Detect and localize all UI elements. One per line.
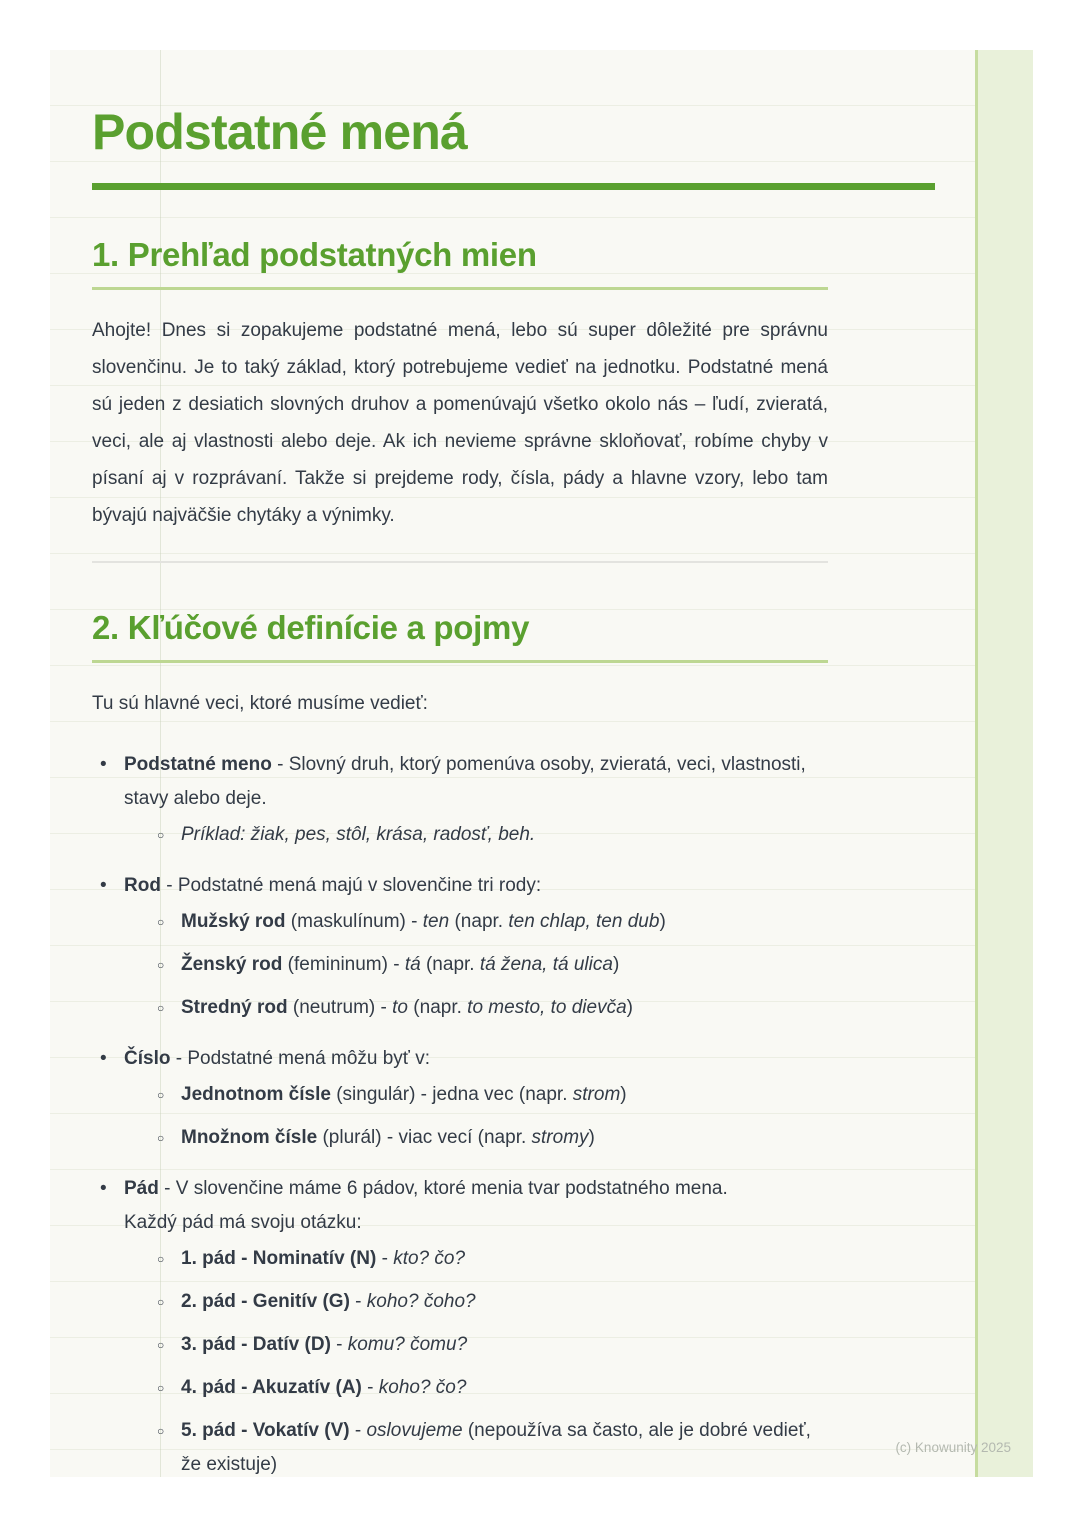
plain-text: - Podstatné mená majú v slovenčine tri rody:: [160, 874, 542, 896]
list-item-text: [124, 1042, 836, 1156]
plain-text: -: [361, 1376, 379, 1398]
list-item-case: [100, 1172, 836, 1477]
plain-text: ): [659, 910, 666, 932]
list-item-text: [124, 748, 836, 853]
section1-paragraph: Ahojte! Dnes si zopakujeme podstatné mená, lebo sú super dôležité pre správnu slovenčinu. Je to taký základ, ktorý potrebujeme vedieť na jednotku. Podstatné mená sú jeden z desiatich slovných druhov a pomenúvajú všetko okolo nás – ľudí, zvieratá, veci, ale aj vlastnosti alebo deje. Ak ich nevieme správne skloňovať, robíme chyby v písaní aj v rozprávaní. Takže si prejdeme rody, čísla, pády a hlavne vzory, lebo tam bývajú najväčšie chytáky a výnimky.: [92, 319, 828, 526]
sub-list: [157, 1078, 836, 1156]
plain-text: -: [330, 1333, 348, 1355]
plain-text: (plurál) - viac vecí (napr.: [317, 1126, 532, 1148]
examples-text: to mesto, to dievča: [467, 996, 627, 1018]
circle-bullet-icon: [157, 1328, 181, 1363]
circle-bullet-icon: [157, 1242, 181, 1277]
example-text: stromy: [531, 1126, 589, 1148]
plain-text: (femininum) -: [282, 953, 405, 975]
bullet-icon: [100, 1172, 124, 1206]
sub-item-text: [181, 905, 836, 939]
circle-bullet-icon: [157, 1371, 181, 1406]
term-text: 2. pád - Genitív (G): [181, 1290, 350, 1312]
section1-heading: 1. Prehľad podstatných mien: [92, 236, 537, 273]
list-item-text: [124, 1172, 836, 1477]
plain-text: - V slovenčine máme 6 pádov, ktoré menia tvar podstatného mena.: [158, 1177, 728, 1199]
plain-text: - Podstatné mená môžu byť v:: [170, 1047, 430, 1069]
page-title: Podstatné mená: [92, 104, 468, 160]
question-text: kto? čo?: [393, 1247, 466, 1269]
title-divider: [92, 183, 935, 190]
term-text: Jednotnom čísle: [181, 1083, 331, 1105]
section2-heading: 2. Kľúčové definície a pojmy: [92, 608, 530, 646]
bullet-icon: [100, 1042, 124, 1076]
question-text: oslovujeme: [366, 1419, 463, 1441]
sub-list-item-nominative: [157, 1242, 836, 1277]
list-item-gender: [100, 869, 836, 1026]
list-item-noun: [100, 748, 836, 853]
question-text: koho? čo?: [378, 1376, 467, 1398]
sub-item-text: [181, 1121, 836, 1155]
sub-list: [157, 905, 836, 1026]
examples-text: ten chlap, ten dub: [508, 910, 660, 932]
sub-list-item-neuter: [157, 991, 836, 1026]
sub-list-item-feminine: [157, 948, 836, 983]
term-text: 1. pád - Nominatív (N): [181, 1247, 377, 1269]
circle-bullet-icon: [157, 1121, 181, 1156]
bullet-icon: [100, 748, 124, 782]
section-separator: [92, 561, 828, 563]
sub-item-text: [181, 948, 836, 982]
sub-list: [157, 1242, 836, 1477]
pronoun-text: tá: [404, 953, 421, 975]
pronoun-text: ten: [422, 910, 450, 932]
sub-item-text: [181, 1242, 836, 1276]
bullet-icon: [100, 869, 124, 903]
definitions-list: [92, 748, 836, 1477]
plain-text: ): [588, 1126, 595, 1148]
list-item-text: [124, 869, 836, 1026]
sub-list-item-example: [157, 818, 836, 853]
plain-text: -: [349, 1290, 367, 1312]
sub-list-item-singular: [157, 1078, 836, 1113]
example-label-text: Príklad: [181, 823, 241, 845]
watermark: (c) Knowunity 2025: [895, 1440, 1011, 1455]
circle-bullet-icon: [157, 1414, 181, 1449]
pronoun-text: to: [392, 996, 409, 1018]
term-text: Množnom čísle: [181, 1126, 318, 1148]
sub-list-item-plural: [157, 1121, 836, 1156]
example-text: : žiak, pes, stôl, krása, radosť, beh.: [240, 823, 536, 845]
notes-page: [50, 50, 1033, 1477]
term-text: Stredný rod: [181, 996, 288, 1018]
sub-item-text: [181, 818, 836, 852]
examples-text: tá žena, tá ulica: [479, 953, 613, 975]
plain-text: ): [612, 953, 620, 975]
plain-text: -: [349, 1419, 367, 1441]
plain-text: (nepoužíva sa často, ale je dobré vedieť, že existuje): [181, 1419, 811, 1475]
term-text: Pád: [124, 1177, 159, 1199]
question-text: komu? čomu?: [347, 1333, 468, 1355]
circle-bullet-icon: [157, 1285, 181, 1320]
circle-bullet-icon: [157, 905, 181, 940]
term-text: Rod: [124, 874, 161, 896]
sub-list-item-vocative: [157, 1414, 836, 1477]
sub-list: [157, 818, 836, 853]
plain-text: -: [376, 1247, 394, 1269]
section2-intro: Tu sú hlavné veci, ktoré musíme vedieť:: [92, 692, 428, 714]
question-text: koho? čoho?: [366, 1290, 476, 1312]
sub-list-item-masculine: [157, 905, 836, 940]
page-edge-stripe: [975, 50, 1033, 1477]
term-text: Mužský rod: [181, 910, 286, 932]
plain-text: (singulár) - jedna vec (napr.: [330, 1083, 573, 1105]
term-text: 4. pád - Akuzatív (A): [181, 1376, 362, 1398]
sub-list-item-accusative: [157, 1371, 836, 1406]
plain-text: (napr.: [420, 953, 480, 975]
section2-heading-underline: [92, 660, 828, 663]
sub-item-text: [181, 1371, 836, 1405]
circle-bullet-icon: [157, 1078, 181, 1113]
sub-item-text: [181, 991, 836, 1025]
circle-bullet-icon: [157, 818, 181, 853]
circle-bullet-icon: [157, 991, 181, 1026]
plain-text: (maskulínum) -: [285, 910, 423, 932]
sub-list-item-genitive: [157, 1285, 836, 1320]
term-text: 5. pád - Vokatív (V): [181, 1419, 350, 1441]
plain-text: (napr.: [449, 910, 509, 932]
term-text: Ženský rod: [181, 953, 283, 975]
example-text: strom: [572, 1083, 621, 1105]
term-text: Podstatné meno: [124, 753, 272, 775]
plain-text: - Slovný druh, ktorý pomenúva osoby, zvieratá, veci, vlastnosti, stavy alebo deje.: [124, 753, 806, 809]
plain-text: (neutrum) -: [287, 996, 393, 1018]
sub-item-text: [181, 1078, 836, 1112]
sub-list-item-dative: [157, 1328, 836, 1363]
circle-bullet-icon: [157, 948, 181, 983]
sub-item-text: [181, 1285, 836, 1319]
list-item-number: [100, 1042, 836, 1156]
plain-text: ): [620, 1083, 627, 1105]
term-text: 3. pád - Datív (D): [181, 1333, 331, 1355]
plain-text: ): [626, 996, 633, 1018]
sub-item-text: [181, 1414, 836, 1477]
sub-item-text: [181, 1328, 836, 1362]
plain-text: (napr.: [408, 996, 468, 1018]
page-content: [50, 50, 935, 1477]
plain-text: Každý pád má svoju otázku:: [124, 1211, 362, 1233]
term-text: Číslo: [124, 1047, 171, 1069]
section1-heading-underline: [92, 287, 828, 290]
